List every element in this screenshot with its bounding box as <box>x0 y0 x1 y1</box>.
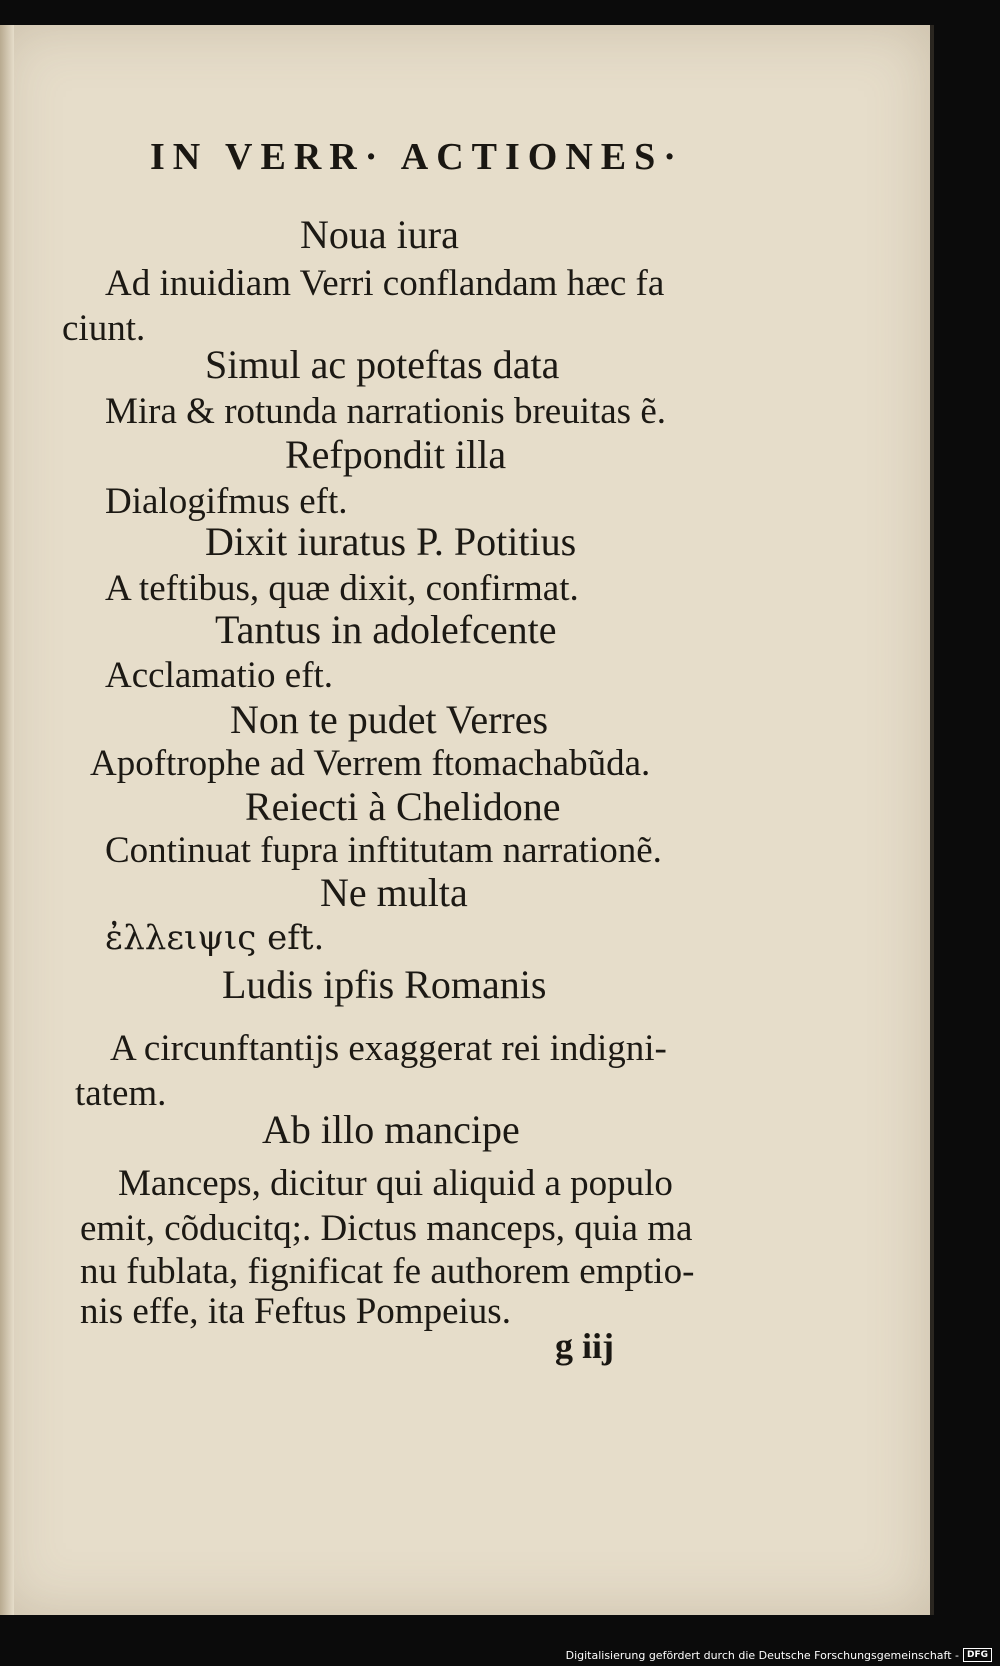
comment-line: nu fublata, fignificat fe authorem emptio- <box>80 1251 695 1292</box>
running-header: IN VERR· ACTIONES· <box>150 136 684 178</box>
lemma-line: Ludis ipfis Romanis <box>222 962 547 1007</box>
comment-line: Dialogifmus eft. <box>105 481 348 522</box>
comment-line: Acclamatio eft. <box>105 655 334 696</box>
lemma-line: Ab illo mancipe <box>262 1107 520 1152</box>
comment-line: nis effe, ita Feftus Pompeius. <box>80 1291 511 1332</box>
lemma-line: Ne multa <box>320 870 468 915</box>
comment-line: Mira & rotunda narrationis breuitas ẽ. <box>105 391 666 432</box>
comment-line: emit, cõducitq;. Dictus manceps, quia ma <box>80 1208 693 1249</box>
comment-line: A teftibus, quæ dixit, confirmat. <box>105 568 579 609</box>
lemma-line: Simul ac poteftas data <box>205 342 560 387</box>
comment-line: Ad inuidiam Verri conflandam hæc fa <box>105 263 665 304</box>
comment-line: ἐλλειψις eft. <box>105 918 325 958</box>
lemma-line: Non te pudet Verres <box>230 697 549 742</box>
comment-line: Manceps, dicitur qui aliquid a populo <box>118 1163 673 1204</box>
page-spine-shadow <box>0 25 14 1615</box>
footer-credit-text: Digitalisierung gefördert durch die Deutsche Forschungsgemeinschaft - <box>565 1648 959 1662</box>
comment-line: tatem. <box>75 1073 167 1114</box>
comment-line: A circunftantijs exaggerat rei indigni- <box>110 1028 667 1069</box>
signature-mark: g iij <box>555 1326 614 1366</box>
comment-line: ciunt. <box>62 308 146 349</box>
lemma-line: Noua iura <box>300 212 459 257</box>
comment-line: Continuat fupra inftitutam narrationẽ. <box>105 830 662 871</box>
book-page <box>0 25 934 1615</box>
comment-line: Apoftrophe ad Verrem ftomachabũda. <box>90 743 651 784</box>
lemma-line: Reiecti à Chelidone <box>245 784 561 829</box>
lemma-line: Refpondit illa <box>285 432 507 477</box>
lemma-line: Tantus in adolefcente <box>215 607 557 652</box>
lemma-line: Dixit iuratus P. Potitius <box>205 519 577 564</box>
dfg-logo-icon: DFG <box>963 1648 992 1662</box>
digitization-footer <box>566 1648 992 1662</box>
